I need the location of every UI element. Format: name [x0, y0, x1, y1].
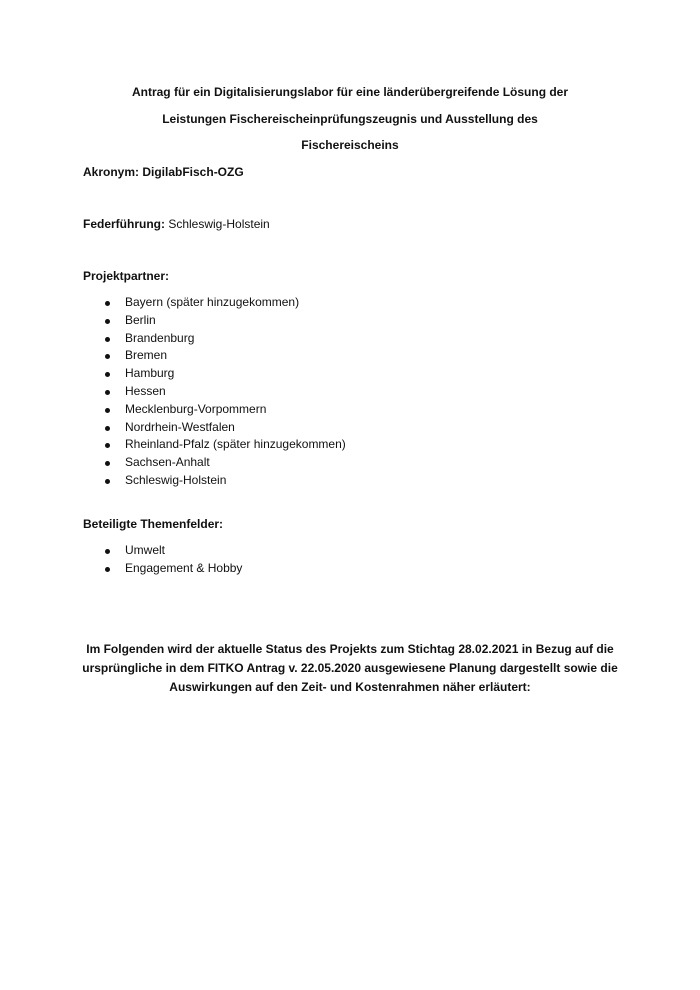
closing-line-1: Im Folgenden wird der aktuelle Status des Projekts zum Stichtag 28.02.2021 in Bezug auf die	[86, 642, 614, 656]
bullet-icon	[105, 337, 110, 342]
list-item-text: Hessen	[125, 383, 166, 398]
list-item	[83, 365, 346, 383]
federfuehrung-value: Schleswig-Holstein	[165, 217, 270, 231]
federfuehrung-line	[83, 216, 270, 232]
list-item-text: Umwelt	[125, 543, 166, 557]
bullet-icon	[105, 443, 110, 448]
list-item	[83, 436, 346, 454]
list-item	[83, 472, 346, 490]
bullet-icon	[105, 390, 110, 395]
list-item-text: Rheinland-Pfalz (später hinzugekommen)	[125, 437, 346, 452]
bullet-icon	[105, 408, 110, 413]
projektpartner-list	[83, 294, 346, 490]
list-item-text: Mecklenburg-Vorpommern	[125, 401, 267, 416]
list-item	[83, 542, 242, 560]
list-item	[83, 294, 346, 312]
closing-paragraph	[60, 640, 640, 697]
list-item-text: Nordrhein-Westfalen	[125, 419, 235, 434]
list-item	[83, 383, 346, 401]
list-item	[83, 454, 346, 472]
list-item	[83, 312, 346, 330]
themenfelder-list	[83, 542, 242, 578]
list-item-text: Schleswig-Holstein	[125, 472, 227, 487]
projektpartner-heading: Projektpartner:	[83, 269, 170, 283]
list-item	[83, 401, 346, 419]
bullet-icon	[105, 301, 110, 306]
bullet-icon	[105, 372, 110, 377]
bullet-icon	[105, 354, 110, 359]
list-item-text: Hamburg	[125, 366, 175, 381]
list-item	[83, 347, 346, 365]
document-title-line-1: Antrag für ein Digitalisierungslabor für eine länderübergreifende Lösung der	[131, 85, 569, 99]
list-item-text: Sachsen-Anhalt	[125, 455, 210, 470]
list-item	[83, 560, 242, 578]
document-title-line-3: Fischereischeins	[301, 138, 399, 152]
bullet-icon	[105, 426, 110, 431]
list-item-text: Bremen	[125, 348, 168, 363]
bullet-icon	[105, 479, 110, 484]
bullet-icon	[105, 567, 110, 572]
list-item	[83, 330, 346, 348]
closing-line-2: ursprüngliche in dem FITKO Antrag v. 22.05.2020 ausgewiesene Planung dargestellt sowie die	[82, 661, 618, 675]
themenfelder-heading: Beteiligte Themenfelder:	[83, 517, 224, 531]
list-item-text: Bayern (später hinzugekommen)	[125, 295, 300, 309]
closing-line-3: Auswirkungen auf den Zeit- und Kostenrahmen näher erläutert:	[169, 680, 531, 694]
federfuehrung-label: Federführung:	[83, 217, 165, 231]
list-item	[83, 419, 346, 437]
akronym-line: Akronym: DigilabFisch-OZG	[83, 165, 244, 179]
bullet-icon	[105, 461, 110, 466]
bullet-icon	[105, 319, 110, 324]
bullet-icon	[105, 549, 110, 554]
list-item-text: Berlin	[125, 312, 156, 327]
list-item-text: Engagement & Hobby	[125, 560, 243, 575]
list-item-text: Brandenburg	[125, 330, 195, 345]
document-title-line-2: Leistungen Fischereischeinprüfungszeugnis und Ausstellung des	[162, 112, 538, 126]
